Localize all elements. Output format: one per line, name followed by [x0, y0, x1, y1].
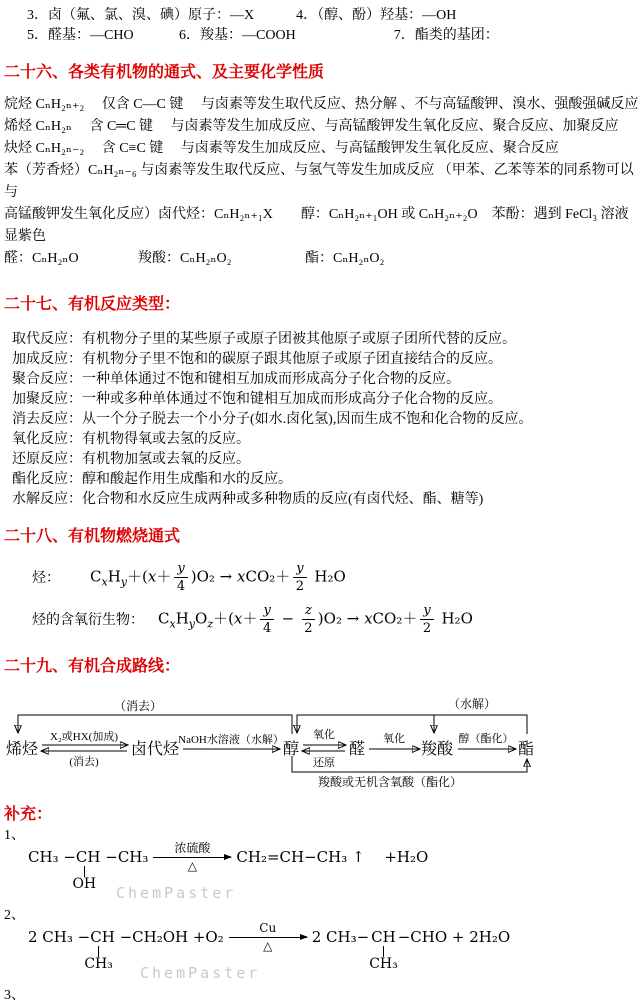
- text-line: 烯烃 CₙH₂ₙ 含 C═C 键 与卤素等发生加成反应、与高锰酸钾发生氧化反应、聚合反应、加聚反应: [4, 119, 619, 134]
- equation-2: [28, 921, 642, 984]
- node-acid: 羧酸: [421, 741, 454, 758]
- item-3-label: 3、: [4, 988, 25, 1003]
- loop-label-elimination: （消去）: [113, 699, 163, 713]
- node-aldehyde: 醛: [349, 741, 366, 758]
- reaction-arrow: 浓硫酸 △: [153, 842, 231, 873]
- text-line: 消去反应：从一个分子脱去一个小分子(如水.卤化氢),因而生成不饱和化合物的反应。: [12, 412, 533, 427]
- formula-body: $C_xH_yO_z+(x+$ $\frac{y}{4}$ − $\frac{z}{2}$ )O₂ → xCO₂＋ $\frac{y}{2}$ H₂O: [158, 602, 473, 636]
- edge-label-reduction: 还原: [313, 757, 335, 769]
- edge-label-oxidation-2: 氧化: [383, 733, 405, 745]
- formula-group: CH₃: [28, 848, 64, 866]
- reaction-arrow: Cu △: [229, 922, 307, 953]
- formula-body: $C_xH_y+(x+$ $\frac{y}{4}$ )O₂ → xCO₂＋ $\frac{y}{2}$ H₂O: [90, 560, 346, 594]
- item-1-label: 1、: [4, 828, 25, 843]
- text-line: 加聚反应：一种或多种单体通过不饱和键相互加成而形成高分子化合物的反应。: [12, 392, 502, 407]
- text-line: 高锰酸钾发生氧化反应）卤代烃：CₙH₂ₙ₊₁X 醇：CₙH₂ₙ₊₁OH 或 CₙH₂ₙ₊₂O 苯酚：遇到 FeCl₃ 溶液显紫色: [4, 207, 629, 244]
- text-line: 还原反应：有机物加氢或去氧的反应。: [12, 452, 250, 467]
- section-26-body: [4, 94, 642, 270]
- edge-label-oxidation-1: 氧化: [313, 729, 335, 741]
- loop-label-direct-esterification: 羧酸或无机含氧酸（酯化）: [317, 775, 463, 789]
- text-line: 醛：CₙH₂ₙO 羧酸：CₙH₂ₙO₂ 酯：CₙH₂ₙO₂: [4, 251, 385, 266]
- formula-group: −CHO + 2H₂O: [397, 928, 511, 946]
- text-line: 聚合反应：一种单体通过不饱和键相互加成而形成高分子化合物的反应。: [12, 372, 460, 387]
- equation-1: [28, 841, 642, 904]
- node-ester: 酯: [518, 741, 535, 758]
- text-line: 苯（芳香烃）CₙH₂ₙ₋₆ 与卤素等发生取代反应、与氢气等发生加成反应 （甲苯、乙苯等苯的同系物可以与: [4, 163, 634, 200]
- node-alcohol: 醇: [283, 741, 300, 758]
- node-alkene: 烯烃: [6, 741, 39, 758]
- formula-group: −CH₂OH +O₂: [119, 928, 224, 946]
- formula-label: 烃的含氧衍生物：: [32, 613, 144, 628]
- supplement-heading: 补充：: [4, 806, 53, 823]
- chempaster-watermark: ChemPaster: [116, 884, 237, 902]
- loop-label-hydrolysis: （水解）: [447, 697, 497, 711]
- text-line: 氧化反应：有机物得氧或去氢的反应。: [12, 432, 250, 447]
- item-2-label: 2、: [4, 908, 25, 923]
- formula-group: −CH₃: [105, 848, 149, 866]
- combustion-formula-hydrocarbon: [0, 556, 642, 598]
- chempaster-watermark: ChemPaster: [140, 964, 261, 982]
- formula-group: −CH CH₃: [77, 928, 120, 972]
- formula-group: 2 CH₃: [28, 928, 78, 946]
- formula-group: 2 CH₃−: [311, 928, 370, 946]
- text-line: 水解反应：化合物和水反应生成两种或多种物质的反应(有卤代烃、酯、糖等): [12, 492, 484, 507]
- section-27-heading: 二十七、有机反应类型：: [4, 296, 181, 313]
- formula-label: 烃：: [32, 571, 60, 586]
- functional-group-line-2: 5．醛基：—CHO 6．羧基：—COOH 7．酯类的基团：: [27, 28, 499, 43]
- text-line: 酯化反应：醇和酸起作用生成酯和水的反应。: [12, 472, 292, 487]
- edge-label-esterification: 醇（酯化）: [458, 733, 514, 745]
- text-line: 加成反应：有机物分子里不饱和的碳原子跟其他原子或原子团直接结合的反应。: [12, 352, 502, 367]
- formula-group: CH CH₃: [369, 928, 398, 972]
- combustion-formula-oxygen-derivative: [0, 598, 642, 640]
- section-26-heading: 二十六、各类有机物的通式、及主要化学性质: [4, 64, 325, 81]
- edge-label-elimination: (消去): [69, 756, 99, 768]
- section-27-body: [12, 330, 642, 510]
- node-halide: 卤代烃: [131, 741, 180, 758]
- text-line: 取代反应：有机物分子里的某些原子或原子团被其他原子或原子团所代替的反应。: [12, 332, 516, 347]
- text-line: 烷烃 CₙH₂ₙ₊₂ 仅含 C—C 键 与卤素等发生取代反应、热分解 、不与高锰酸钾、溴水、强酸强碱反应: [4, 97, 639, 112]
- functional-group-line-1: 3．卤（氟、氯、溴、碘）原子：—X 4．（醇、酚）羟基：—OH: [27, 8, 457, 23]
- text-line: 炔烃 CₙH₂ₙ₋₂ 含 C≡C 键 与卤素等发生加成反应、与高锰酸钾发生氧化反应、聚合反应: [4, 141, 559, 156]
- section-28-heading: 二十八、有机物燃烧通式: [4, 528, 181, 545]
- formula-group: CH₂=CH−CH₃ ↑ +H₂O: [236, 848, 429, 866]
- formula-group: −CH OH: [63, 848, 106, 892]
- edge-label-naoh: NaOH水溶液（水解）: [178, 734, 284, 746]
- synthesis-route-diagram: [0, 688, 642, 790]
- section-29-heading: 二十九、有机合成路线：: [4, 658, 181, 675]
- edge-label-addition: X₂或HX(加成): [50, 731, 118, 743]
